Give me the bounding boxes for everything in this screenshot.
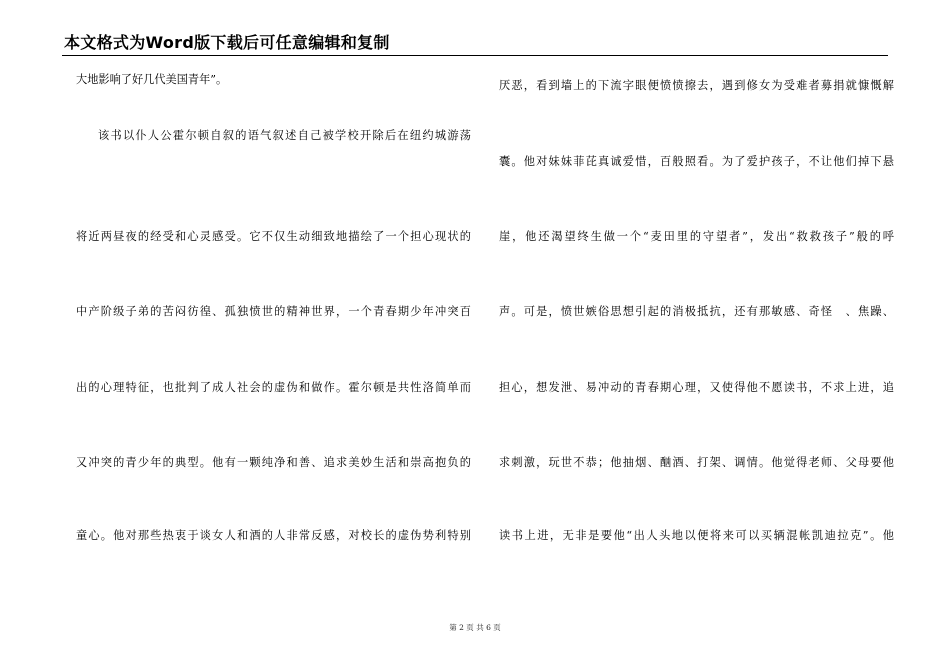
text-line: 出的心理特征，也批判了成人社会的虚伪和做作。霍尔顿是共性洛简单而 <box>76 381 471 394</box>
page-header-title: 本文格式为Word版下载后可任意编辑和复制 <box>64 33 390 52</box>
text-line: 读书上进，无非是要他“出人头地以便将来可以买辆混帐凯迪拉克”。他 <box>499 529 894 542</box>
text-line: 该书以仆人公霍尔顿自叙的语气叙述自己被学校开除后在纽约城游荡 <box>98 129 471 142</box>
text-line: 声。可是，愤世嫉俗思想引起的消极抵抗，还有那敏感、奇怪 、焦躁、 <box>499 305 894 318</box>
header-divider <box>62 55 888 56</box>
text-line: 崖，他还渴望终生做一个“麦田里的守望者”，发出“救救孩子”般的呼 <box>499 230 894 243</box>
text-line: 囊。他对妹妹菲芘真诚爱惜，百般照看。为了爱护孩子，不让他们掉下悬 <box>499 155 894 168</box>
text-line: 大地影响了好几代美国青年”。 <box>76 73 228 86</box>
text-line: 担心，想发泄、易冲动的青春期心理，又使得他不愿读书，不求上进，追 <box>499 381 894 394</box>
text-line: 又冲突的青少年的典型。他有一颗纯净和善、追求美妙生活和崇高抱负的 <box>76 456 471 469</box>
page-number-footer: 第 2 页 共 6 页 <box>449 623 501 632</box>
text-line: 童心。他对那些热衷于谈女人和酒的人非常反感，对校长的虚伪势利特别 <box>76 529 471 542</box>
text-line: 求刺激，玩世不恭；他抽烟、酗酒、打架、调情。他觉得老师、父母要他 <box>499 456 894 469</box>
text-line: 中产阶级子弟的苦闷彷徨、孤独愤世的精神世界，一个青春期少年冲突百 <box>76 305 471 318</box>
text-line: 厌恶，看到墙上的下流字眼便愤愤擦去，遇到修女为受难者募捐就慷慨解 <box>499 79 894 92</box>
text-line: 将近两昼夜的经受和心灵感受。它不仅生动细致地描绘了一个担心现状的 <box>76 230 471 243</box>
